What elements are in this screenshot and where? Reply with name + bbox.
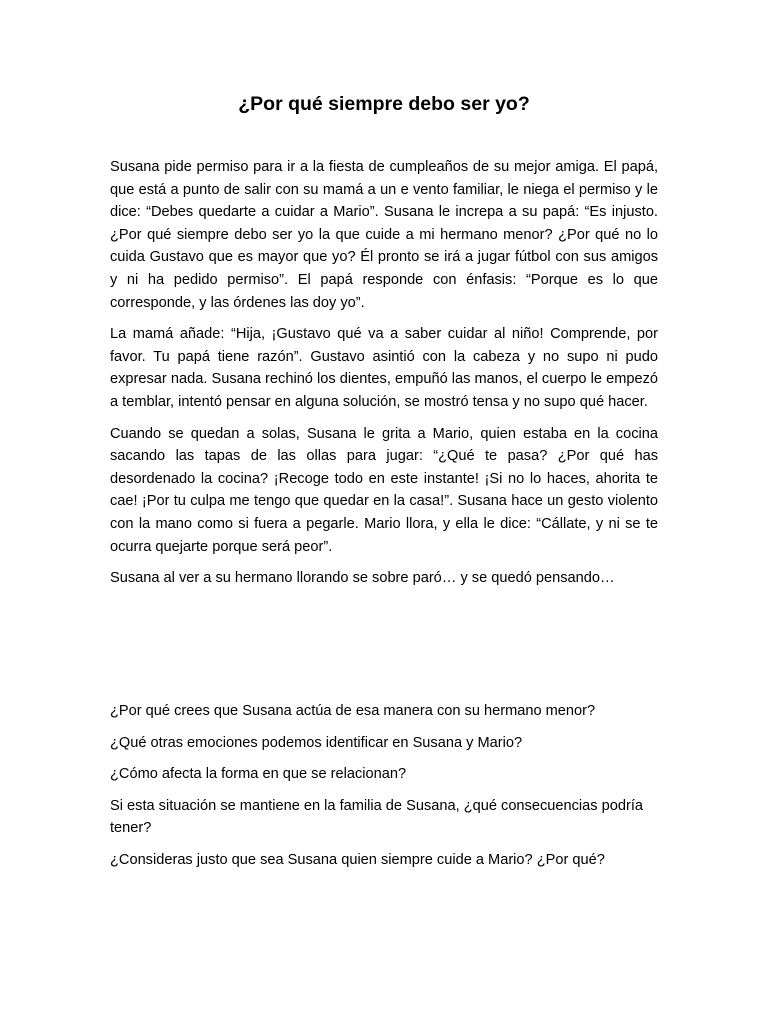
- question-item: ¿Consideras justo que sea Susana quien siempre cuide a Mario? ¿Por qué?: [110, 851, 605, 868]
- question-item: Si esta situación se mantiene en la familia de Susana, ¿qué consecuencias podría tener?: [110, 797, 643, 837]
- story-paragraph: La mamá añade: “Hija, ¡Gustavo qué va a saber cuidar al niño! Comprende, por favor. Tu papá tiene razón”. Gustavo asintió con la cabeza y no supo ni pudo expresar nada. Susana rechinó los dientes, empuñó las manos, el cuerpo le empezó a temblar, intentó pensar en alguna solución, se mostró tensa y no supo qué hacer.: [110, 326, 658, 410]
- question-item: ¿Cómo afecta la forma en que se relacionan?: [110, 766, 407, 783]
- questions-list: [110, 700, 658, 881]
- story-text: [110, 156, 658, 599]
- story-paragraph: Susana pide permiso para ir a la fiesta de cumpleaños de su mejor amiga. El papá, que está a punto de salir con su mamá a un e vento familiar, le niega el permiso y le dice: “Debes quedarte a cuidar a Mario”. Susana le increpa a su papá: “Es injusto. ¿Por qué siempre debo ser yo la que cuide a mi hermano menor? ¿Por qué no lo cuida Gustavo que es mayor que yo? Él pronto se irá a jugar fútbol con sus amigos y ni ha pedido permiso”. El papá responde con énfasis: “Porque es lo que corresponde, y las órdenes las doy yo”.: [110, 159, 658, 311]
- question-item: ¿Qué otras emociones podemos identificar en Susana y Mario?: [110, 734, 523, 751]
- story-paragraph: Susana al ver a su hermano llorando se sobre paró… y se quedó pensando…: [110, 570, 615, 587]
- document-title: ¿Por qué siempre debo ser yo?: [238, 93, 530, 115]
- question-item: ¿Por qué crees que Susana actúa de esa manera con su hermano menor?: [110, 703, 596, 719]
- story-paragraph: Cuando se quedan a solas, Susana le grita a Mario, quien estaba en la cocina sacando las tapas de las ollas para jugar: “¿Qué te pasa? ¿Por qué has desordenado la cocina? ¡Recoge todo en este instante! ¡Si no lo haces, ahorita te cae! ¡Por tu culpa me tengo que quedar en la casa!”. Susana hace un gesto violento con la mano como si fuera a pegarle. Mario llora, y ella le dice: “Cállate, y ni se te ocurra quejarte porque será peor”.: [110, 425, 658, 555]
